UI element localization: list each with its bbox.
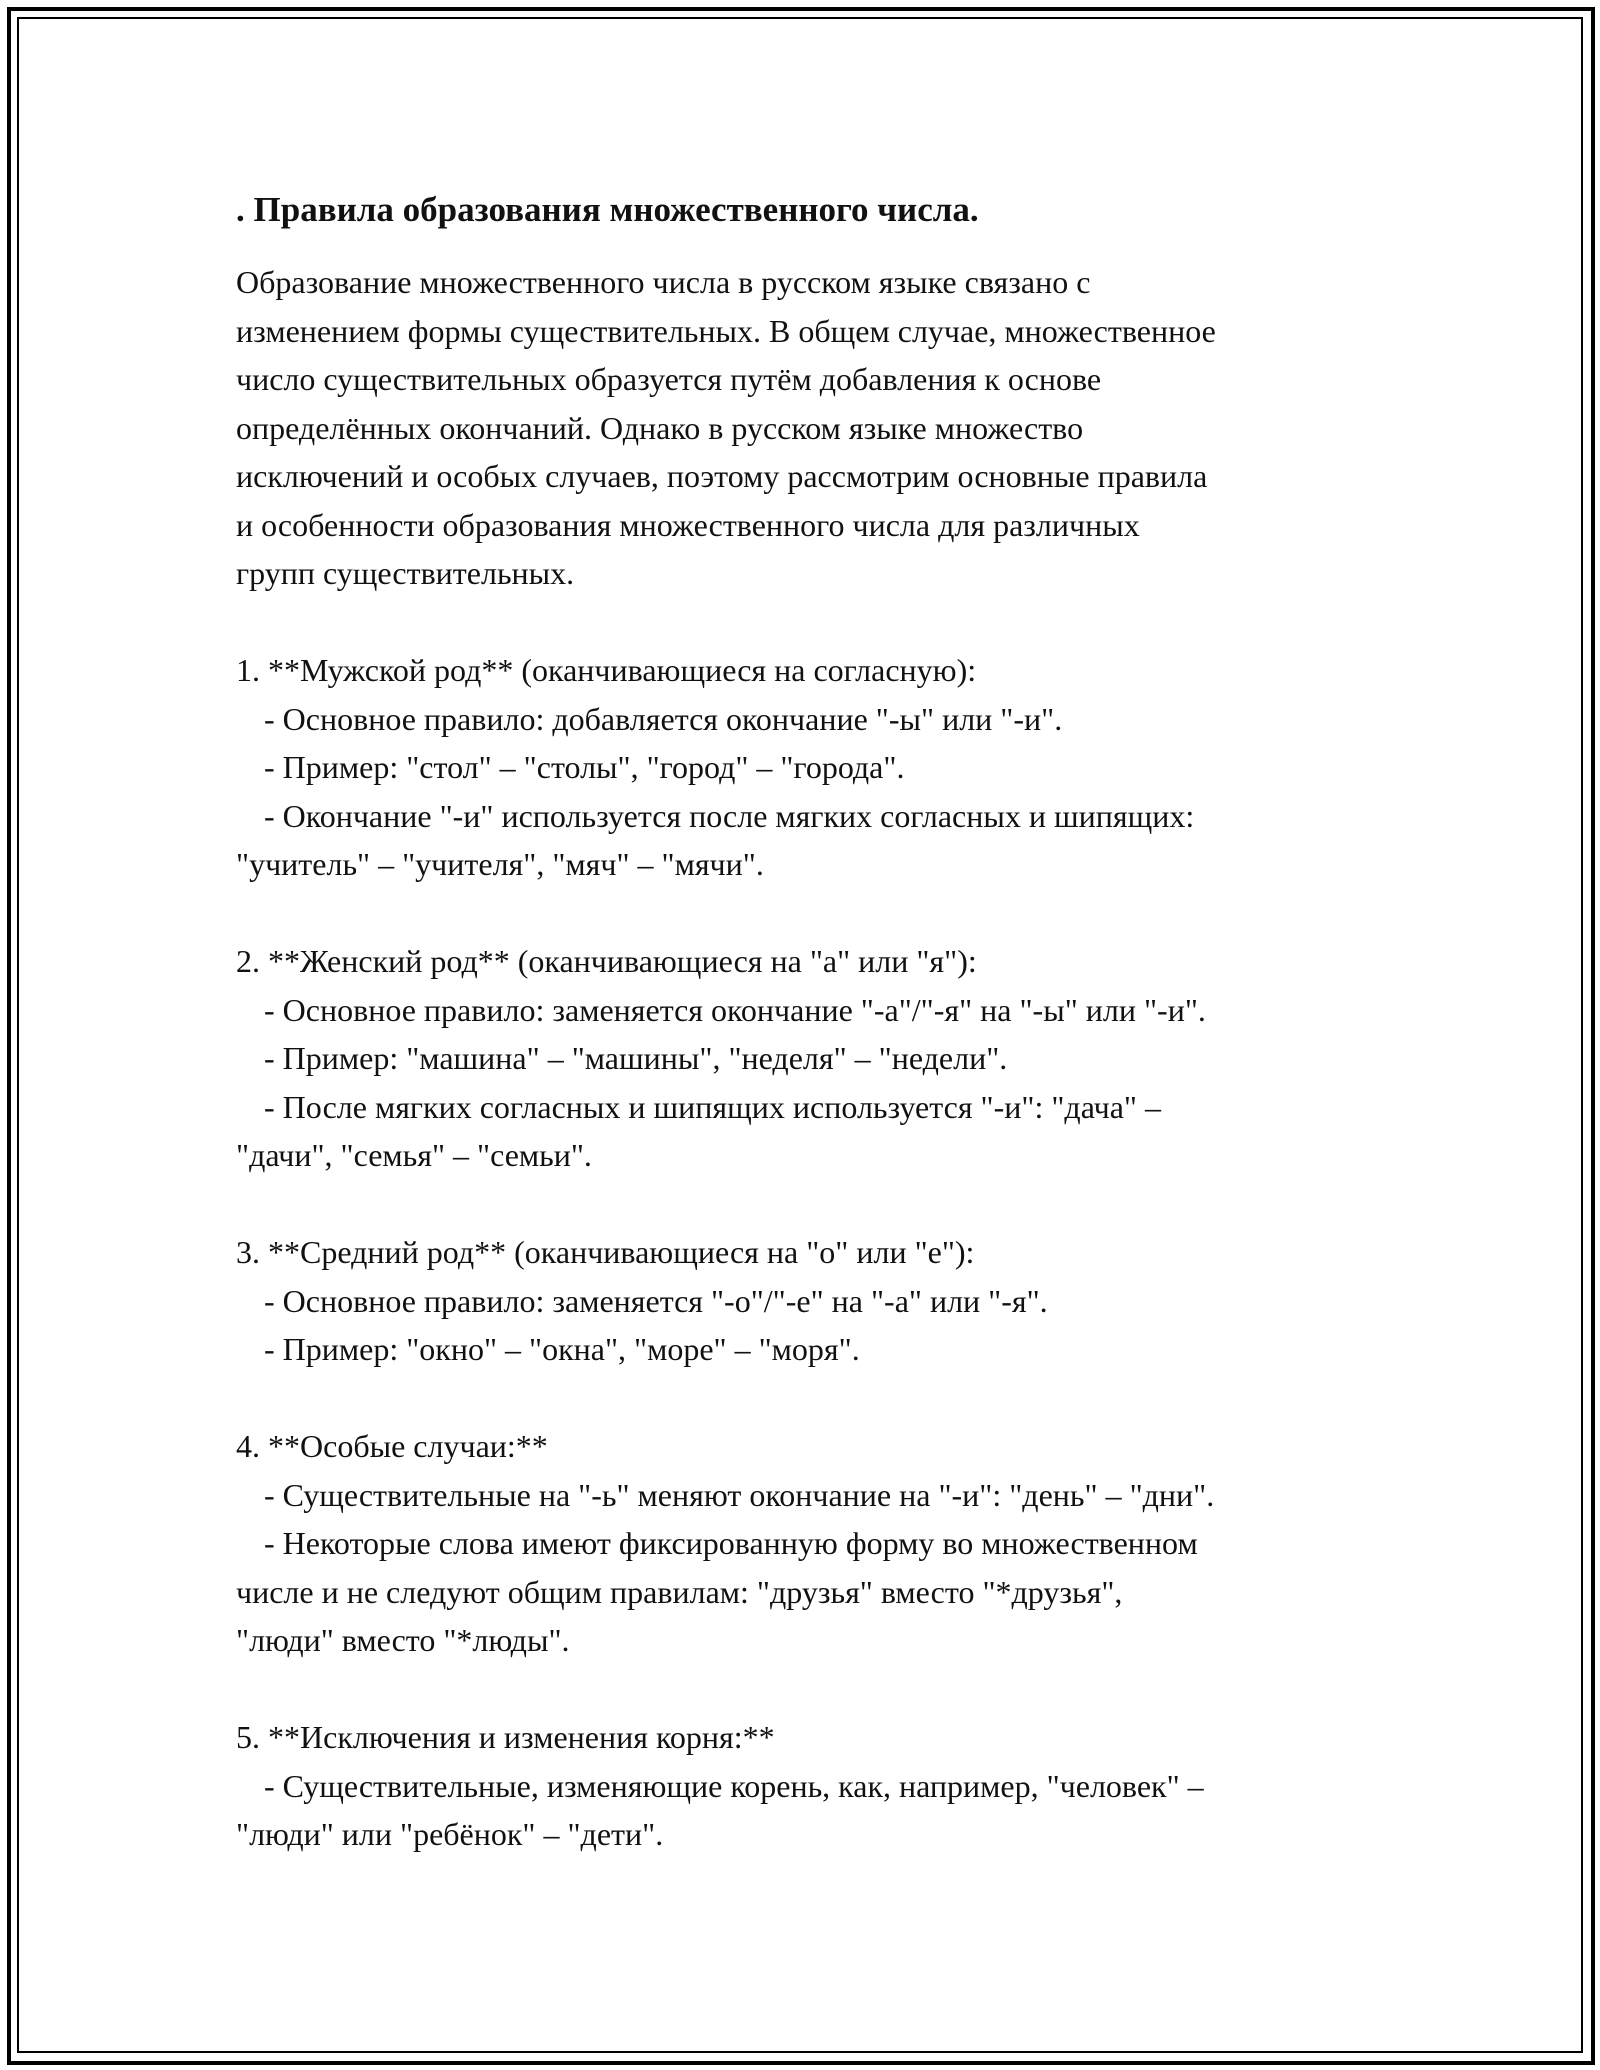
section-line: - Существительные на "-ь" меняют окончание на "-и": "день" – "дни". xyxy=(264,1476,1215,1513)
intro-line: определённых окончаний. Однако в русском языке множество xyxy=(236,409,1084,446)
section-line: - Пример: "стол" – "столы", "город" – "города". xyxy=(264,749,905,785)
section-line: - Пример: "машина" – "машины", "неделя" – "недели". xyxy=(264,1040,1008,1076)
intro-line: исключений и особых случаев, поэтому рассмотрим основные правила xyxy=(236,458,1208,494)
section-heading: 4. **Особые случаи:** xyxy=(236,1428,548,1464)
section-heading: 5. **Исключения и изменения корня:** xyxy=(236,1719,775,1755)
intro-line: и особенности образования множественного числа для различных xyxy=(236,506,1140,543)
section-neuter xyxy=(236,1228,1376,1374)
section-line: - После мягких согласных и шипящих используется "-и": "дача" – xyxy=(264,1088,1161,1125)
section-line: - Основное правило: добавляется окончание "-ы" или "-и". xyxy=(264,700,1063,737)
document-title: . Правила образования множественного числа. xyxy=(236,190,979,229)
section-heading: 1. **Мужской род** (оканчивающиеся на согласную): xyxy=(236,652,977,688)
section-line: - Некоторые слова имеют фиксированную форму во множественном xyxy=(264,1525,1198,1561)
intro-line: изменением формы существительных. В общем случае, множественное xyxy=(236,312,1216,349)
section-exceptions xyxy=(236,1713,1376,1859)
spacer xyxy=(236,598,1376,647)
spacer xyxy=(236,1374,1376,1423)
document-body xyxy=(236,186,1376,1859)
section-line: - Пример: "окно" – "окна", "море" – "моря". xyxy=(264,1331,860,1367)
section-line: - Основное правило: заменяется "-о"/"-е" на "-а" или "-я". xyxy=(264,1282,1048,1319)
section-line: "учитель" – "учителя", "мяч" – "мячи". xyxy=(236,846,764,882)
intro-line: число существительных образуется путём добавления к основе xyxy=(236,361,1102,397)
section-line: - Существительные, изменяющие корень, как, например, "человек" – xyxy=(264,1767,1204,1804)
intro-paragraph xyxy=(236,258,1376,598)
intro-line: Образование множественного числа в русском языке связано с xyxy=(236,264,1091,300)
section-special-cases xyxy=(236,1422,1376,1665)
spacer xyxy=(236,1180,1376,1229)
intro-line: групп существительных. xyxy=(236,555,575,591)
section-line: "люди" вместо "*люды". xyxy=(236,1622,570,1658)
section-line: "дачи", "семья" – "семьи". xyxy=(236,1137,592,1173)
spacer xyxy=(236,1665,1376,1714)
section-line: - Окончание "-и" используется после мягких согласных и шипящих: xyxy=(264,797,1195,834)
section-feminine xyxy=(236,937,1376,1180)
section-heading: 3. **Средний род** (оканчивающиеся на "о" или "е"): xyxy=(236,1234,975,1270)
section-line: "люди" или "ребёнок" – "дети". xyxy=(236,1816,664,1852)
section-heading: 2. **Женский род** (оканчивающиеся на "а" или "я"): xyxy=(236,943,977,979)
spacer xyxy=(236,889,1376,938)
section-masculine xyxy=(236,646,1376,889)
section-line: числе и не следуют общим правилам: "друзья" вместо "*друзья", xyxy=(236,1573,1123,1610)
section-line: - Основное правило: заменяется окончание "-а"/"-я" на "-ы" или "-и". xyxy=(264,991,1206,1028)
